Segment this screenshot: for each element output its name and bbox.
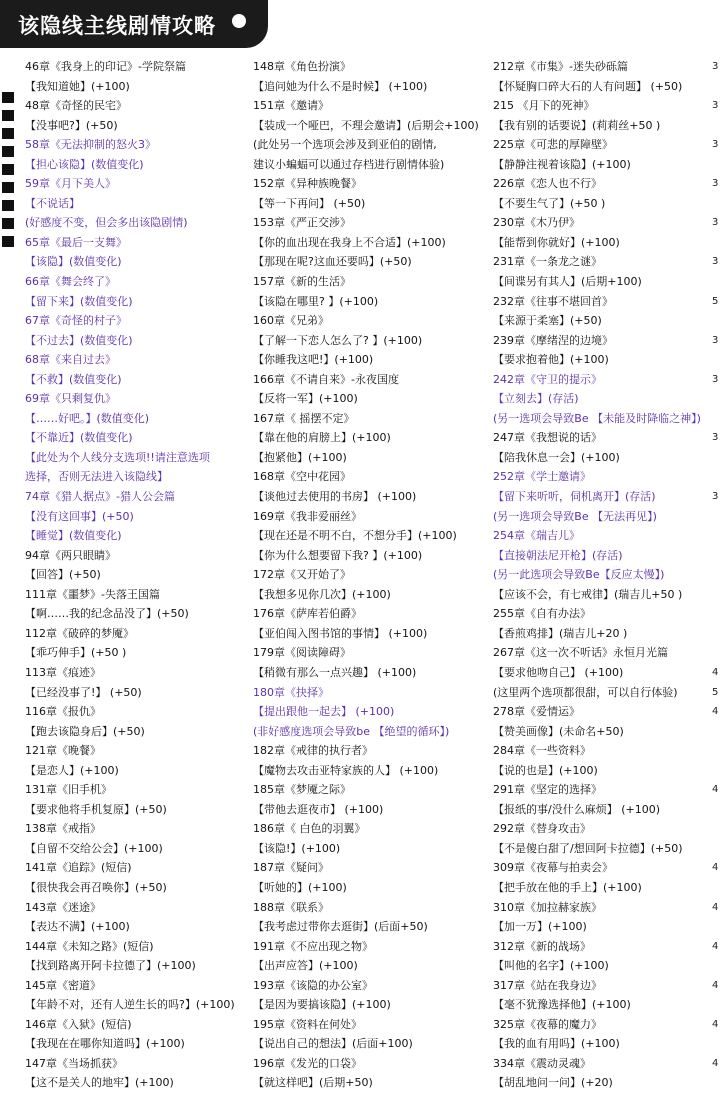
clipped-edge-glyph: 4 [712,706,719,718]
guide-line: 278章《爱情运》 [493,705,580,719]
clipped-edge-glyph [712,878,720,898]
guide-line: 146章《入狱》(短信) [25,1017,132,1031]
guide-line: 325章《夜幕的魔力》 [493,1017,602,1031]
side-marker [2,218,14,229]
guide-line: 【那现在呢?这血还要吗】(+50) [253,255,412,269]
guide-line: 【该隐】(数值变化) [25,255,122,269]
guide-line: 【静静注视着该隐】(+100) [493,157,631,171]
clipped-edge-glyph: 3 [712,139,719,151]
guide-line: 312章《新的战场》 [493,939,591,953]
guide-line: 【你睡我这吧!】(+100) [253,353,374,367]
guide-line: 【出声应答】(+100) [253,959,358,973]
clipped-edge-glyph: 3 [712,217,719,229]
guide-line: 【不是傻白甜了/想回阿卡拉德】(+50) [493,841,683,855]
guide-line: 66章《舞会终了》 [25,275,116,289]
clipped-edge-glyph [712,995,720,1015]
clipped-edge-glyph: 4 [712,940,719,952]
guide-line: 【现在还是不明不白，不想分手】(+100) [253,529,457,543]
guide-line: 58章《无法抑制的怒火3》 [25,138,156,152]
guide-column-3 [493,57,713,1093]
clipped-edge-glyph: 3 [712,100,719,112]
guide-line: 【赞美画像】(未命名+50) [493,724,624,738]
clipped-edge-glyph: 3 [712,334,719,346]
guide-line: 【听她的】(+100) [253,880,347,894]
guide-line: 【要求他吻自己】 (+100) [493,665,624,679]
guide-line: 【很快我会再召唤你】(+50) [25,880,167,894]
guide-line: 【追问她为什么不是时候】 (+100) [253,79,428,93]
guide-line: 【我现在在哪你知道吗】(+100) [25,1037,185,1051]
guide-line: 141章《追踪》(短信) [25,861,132,875]
guide-line: 310章《加拉赫家族》 [493,900,602,914]
guide-line: 【年龄不对，还有人逆生长的吗?】(+100) [25,998,235,1012]
clipped-edge-glyph: 4 [712,979,719,991]
side-marker [2,92,14,103]
clipped-edge-glyph [712,722,720,742]
guide-line: 68章《来自过去》 [25,353,116,367]
guide-line: 【谈他过去使用的书房】 (+100) [253,490,417,504]
guide-line: (另一选项会导致Be 【未能及时降临之神】) [493,411,701,425]
guide-line: 【来源于柔塞】(+50) [493,314,602,328]
guide-line: 【该隐!】(+100) [253,841,341,855]
clipped-edge-glyph: 3 [712,491,719,503]
guide-line: 建议小蝙蝠可以通过存档进行剧情体验) [253,157,445,171]
side-marker [2,236,14,247]
guide-column-1 [25,57,250,1093]
guide-line: 【睡觉】(数值变化) [25,529,122,543]
guide-line: 【要求抱着他】(+100) [493,353,609,367]
clipped-edge-glyph: 4 [712,862,719,874]
guide-line: 【我考虑过带你去逛街】(后面+50) [253,920,428,934]
guide-line: 【了解一下恋人怎么了? 】(+100) [253,333,423,347]
guide-line: (另一此选项会导致Be【反应太慢】) [493,568,665,582]
guide-line: 145章《密道》 [25,978,101,992]
guide-line: 【间谍另有其人】(后期+100) [493,275,642,289]
guide-line: 【不过去】(数值变化) [25,333,133,347]
guide-line: 188章《联系》 [253,900,329,914]
guide-line: 193章《该隐的办公室》 [253,978,373,992]
guide-line: 【立刻去】(存活) [493,392,579,406]
guide-line: 【要求他将手机复原】(+50) [25,802,167,816]
guide-line: 【加一万】(+100) [493,920,587,934]
guide-line: 247章《我想说的话》 [493,431,602,445]
guide-line: 180章《抉择》 [253,685,329,699]
guide-line: 169章《我非爱丽丝》 [253,509,362,523]
guide-line: 267章《这一次不听话》永恒月光篇 [493,646,668,660]
clipped-edge-glyph [712,546,720,566]
clipped-edge-glyph [712,624,720,644]
guide-line: 【我的血有用吗】(+100) [493,1037,620,1051]
guide-line: 121章《晚餐》 [25,744,101,758]
guide-line: 选择，否则无法进入该隐线】 [25,470,168,484]
guide-line: 255章《自有办法》 [493,607,591,621]
guide-line: 【香煎鸡排】(瑞吉儿+20 ) [493,626,628,640]
guide-line: 【毫不犹豫选择他】(+100) [493,998,631,1012]
guide-line: 【不说话】 [25,196,80,210]
guide-line: 196章《发光的口袋》 [253,1056,362,1070]
guide-line: 172章《又开始了》 [253,568,351,582]
side-marker [2,110,14,121]
clipped-edge-glyph [712,77,720,97]
guide-line: 187章《疑问》 [253,861,329,875]
guide-line: (非好感度选项会导致be 【绝望的循环】) [253,724,450,738]
guide-line: 【已经没事了!】 (+50) [25,685,142,699]
guide-line: 147章《当场抓获》 [25,1056,123,1070]
guide-line: 143章《迷途》 [25,900,101,914]
guide-line: 【这不是关人的地牢】(+100) [25,1076,174,1090]
clipped-edge-glyph: 3 [712,432,719,444]
guide-line: 226章《恋人也不行》 [493,177,602,191]
guide-line: 【靠在他的肩膀上】(+100) [253,431,391,445]
guide-line: 113章《痕迹》 [25,665,101,679]
guide-line: 46章《我身上的印记》-学院祭篇 [25,60,186,73]
guide-line: 【啊……我的纪念品没了】(+50) [25,607,189,621]
guide-line: 【报纸的事/没什么麻烦】 (+100) [493,802,660,816]
guide-line: 74章《猎人据点》-猎人公会篇 [25,490,175,504]
guide-line: 【不靠近】(数值变化) [25,431,133,445]
guide-line: 309章《夜幕与拍卖会》 [493,861,613,875]
guide-line: 【……好吧。】(数值变化) [25,411,150,425]
guide-line: 151章《邀请》 [253,99,329,113]
guide-line: 【能帮到你就好】(+100) [493,235,620,249]
guide-line: 191章《不应出现之物》 [253,939,373,953]
guide-line: 252章《学士邀请》 [493,470,591,484]
side-marker-strip [2,92,16,254]
guide-line: 【跑去该隐身后】(+50) [25,724,145,738]
guide-line: (此处另一个选项会涉及到亚伯的剧情, [253,138,437,152]
guide-line: 212章《市集》-迷失砂砾篇 [493,60,628,73]
clipped-edge-glyph: 3 [712,178,719,190]
clipped-edge-glyph [712,155,720,175]
guide-line: 152章《异种族晚餐》 [253,177,362,191]
guide-line: 【稍微有那么一点兴趣】 (+100) [253,665,417,679]
clipped-edge-glyph [712,741,720,761]
guide-line: 【亚伯闯入图书馆的事情】 (+100) [253,626,428,640]
guide-line: 【担心该隐】(数值变化) [25,157,144,171]
clipped-edge-glyph [712,839,720,859]
guide-line: 【说的也是】(+100) [493,763,598,777]
guide-line: 186章《 白色的羽翼》 [253,822,366,836]
guide-line: 176章《萨库若伯爵》 [253,607,362,621]
clipped-edge-glyph [712,272,720,292]
guide-line: 242章《守卫的提示》 [493,372,602,386]
clipped-edge-glyph [712,956,720,976]
guide-line: 【装成一个哑巴，不理会邀请】(后期会+100) [253,118,479,132]
guide-line: 157章《新的生活》 [253,275,351,289]
guide-line: 239章《摩绪涅的边境》 [493,333,613,347]
side-marker [2,164,14,175]
clipped-edge-glyph [712,350,720,370]
guide-line: 【等一下再问】 (+50) [253,196,366,210]
guide-line: 195章《资料在何处》 [253,1017,362,1031]
clipped-edge-glyph: 4 [712,784,719,796]
guide-line: 【直接朝法尼开枪】(存活) [493,548,623,562]
side-marker [2,128,14,139]
clipped-edge-glyph [712,800,720,820]
guide-line: 230章《木乃伊》 [493,216,580,230]
guide-line: 【提出跟他一起去】 (+100) [253,705,395,719]
guide-line: 【应该不会，有七戒律】(瑞吉儿+50 ) [493,587,683,601]
guide-line: 215 《月下的死神》 [493,99,595,113]
guide-line: (好感度不变，但会多出该隐剧情) [25,216,188,230]
guide-line: 【就这样吧】(后期+50) [253,1076,373,1090]
guide-line: 148章《角色扮演》 [253,60,351,73]
clipped-edge-glyph: 3 [712,373,719,385]
guide-line: 291章《坚定的选择》 [493,783,602,797]
side-marker [2,182,14,193]
guide-line: 【留下来】(数值变化) [25,294,133,308]
guide-line: 【是因为要搞该隐】(+100) [253,998,391,1012]
clipped-edge-glyph [712,526,720,546]
clipped-edge-glyph [712,565,720,585]
guide-line: (另一选项会导致Be 【无法再见】) [493,509,657,523]
guide-line: 292章《替身攻击》 [493,822,591,836]
guide-line: 334章《震动灵魂》 [493,1056,591,1070]
guide-column-2 [253,57,493,1093]
clipped-edge-glyph [712,389,720,409]
clipped-edge-glyph [712,1034,720,1054]
guide-line: 166章《不请自来》-永夜国度 [253,372,399,386]
guide-line: 153章《严正交涉》 [253,216,351,230]
guide-line: 231章《一条龙之谜》 [493,255,602,269]
clipped-edge-glyph [712,917,720,937]
guide-line: 【此处为个人线分支选项!!请注意选项 [25,450,210,464]
side-marker [2,146,14,157]
clipped-edge-glyph [712,448,720,468]
guide-line: 【把手放在他的手上】(+100) [493,880,642,894]
guide-line: 【怀疑胸口碎大石的人有问题】 (+50) [493,79,683,93]
guide-line: 【不要生气了】(+50 ) [493,196,606,210]
guide-line: 232章《往事不堪回首》 [493,294,613,308]
guide-line: 111章《噩梦》-失落王国篇 [25,587,160,601]
clipped-edge-glyph [712,819,720,839]
clipped-edge-glyph: 4 [712,901,719,913]
clipped-edge-glyph: 4 [712,1057,719,1069]
guide-line: 【不救】(数值变化) [25,372,122,386]
guide-line: 168章《空中花园》 [253,470,351,484]
guide-line: 【没事吧?】(+50) [25,118,118,132]
guide-line: 【叫他的名字】(+100) [493,959,609,973]
guide-line: 65章《最后一支舞》 [25,235,127,249]
guide-line: 【你的血出现在我身上不合适】(+100) [253,235,446,249]
guide-line: 【我有别的话要说】(莉莉丝+50 ) [493,118,661,132]
guide-line: 112章《破碎的梦魇》 [25,626,134,640]
guide-line: 【表达不满】(+100) [25,920,130,934]
guide-line: 【找到路离开阿卡拉德了】(+100) [25,959,196,973]
guide-line: 182章《戒律的执行者》 [253,744,373,758]
guide-line: 【魔物去攻击亚特家族的人】 (+100) [253,763,439,777]
clipped-edge-glyph: 3 [712,61,719,72]
clipped-edge-glyph [712,507,720,527]
guide-line: 179章《阅读障碍》 [253,646,351,660]
guide-line: 48章《奇怪的民宅》 [25,99,127,113]
guide-line: 【你为什么想要留下我? 】(+100) [253,548,423,562]
clipped-edge-glyph [712,643,720,663]
guide-line: 254章《瑞吉儿》 [493,529,580,543]
guide-line: 225章《可悲的厚障壁》 [493,138,613,152]
guide-line: 160章《兄弟》 [253,314,329,328]
clipped-edge-glyph [712,194,720,214]
guide-line: 69章《只剩复仇》 [25,392,116,406]
clipped-edge-glyph [712,233,720,253]
guide-line: 138章《戒指》 [25,822,101,836]
title-banner [0,0,268,48]
page-title: 该隐线主线剧情攻略 [18,14,216,38]
guide-line: 【带他去逛夜市】 (+100) [253,802,384,816]
guide-line: 【是恋人】(+100) [25,763,119,777]
guide-line: 131章《旧手机》 [25,783,112,797]
guide-line: (这里两个选项都很甜，可以自行体验) [493,685,678,699]
guide-line: 【留下来听听，伺机离开】(存活) [493,490,656,504]
clipped-edge-glyph [712,409,720,429]
title-dot-icon [232,14,246,28]
guide-line: 【回答】(+50) [25,568,101,582]
guide-line: 【胡乱地问一问】(+20) [493,1076,613,1090]
clipped-edge-glyph [712,604,720,624]
guide-line: 167章《 摇摆不定》 [253,411,355,425]
clipped-edge-glyph [712,116,720,136]
clipped-edge-glyph [712,1073,720,1093]
guide-line: 【该隐在哪里? 】(+100) [253,294,379,308]
guide-line: 【自留不交给公会】(+100) [25,841,163,855]
clipped-edge-glyph: 5 [712,295,719,307]
clipped-edge-glyph: 4 [712,1018,719,1030]
side-marker [2,200,14,211]
guide-line: 185章《梦魇之际》 [253,783,351,797]
clipped-edge-glyph: 3 [712,256,719,268]
clipped-edge-glyph [712,585,720,605]
clipped-edge-glyph: 4 [712,666,719,678]
guide-line: 284章《一些资料》 [493,744,591,758]
guide-line: 317章《站在我身边》 [493,978,602,992]
guide-line: 116章《报仇》 [25,705,101,719]
guide-line: 【我想多见你几次】(+100) [253,587,391,601]
clipped-edge-column [712,57,720,1093]
guide-line: 【说出自己的想法】(后面+100) [253,1037,413,1051]
guide-line: 【乖巧伸手】(+50 ) [25,646,127,660]
clipped-edge-glyph [712,761,720,781]
guide-line: 59章《月下美人》 [25,177,116,191]
guide-line: 【陪我休息一会】(+100) [493,450,620,464]
guide-line: 67章《奇怪的村子》 [25,314,127,328]
clipped-edge-glyph [712,311,720,331]
guide-line: 144章《未知之路》(短信) [25,939,154,953]
clipped-edge-glyph: 5 [712,686,719,698]
clipped-edge-glyph [712,467,720,487]
guide-line: 【抱紧他】(+100) [253,450,347,464]
guide-line: 94章《两只眼睛》 [25,548,116,562]
guide-line: 【我知道她】(+100) [25,79,130,93]
guide-line: 【反将一军】(+100) [253,392,358,406]
guide-line: 【没有这回事】(+50) [25,509,134,523]
